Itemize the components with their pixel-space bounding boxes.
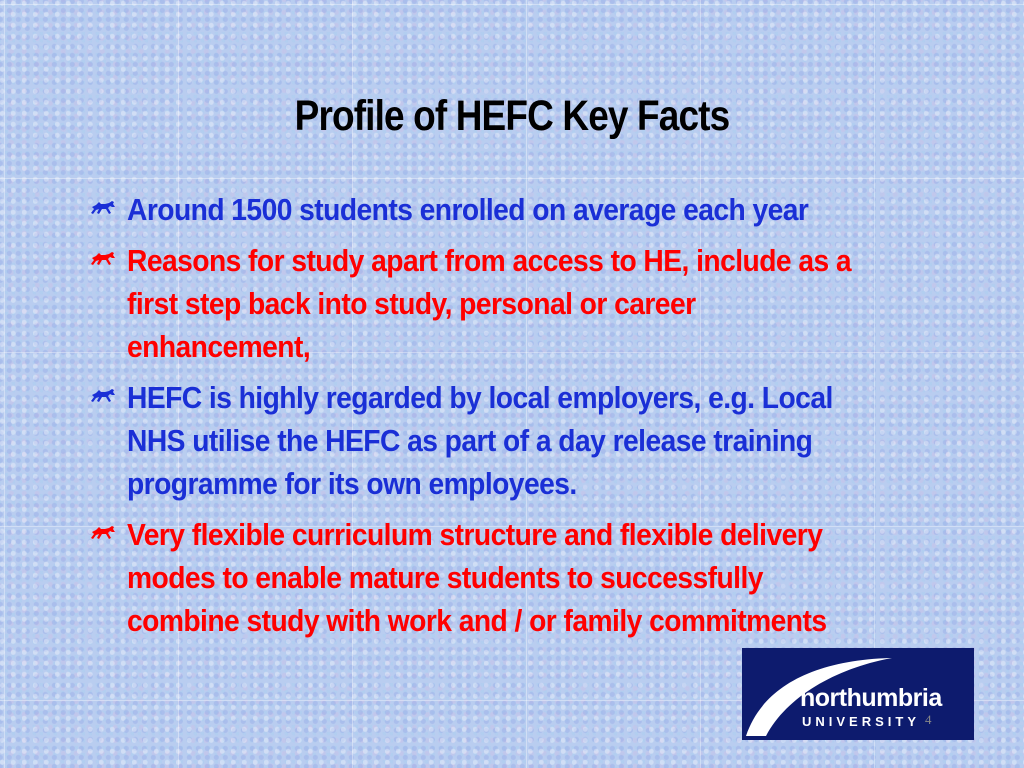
running-horse-icon <box>90 239 127 269</box>
bullet-item <box>90 239 950 368</box>
running-horse-icon <box>90 513 127 543</box>
slide-title: Profile of HEFC Key Facts <box>294 92 730 140</box>
bullet-item <box>90 513 950 642</box>
running-horse-icon <box>90 376 127 406</box>
slide-number: 4 <box>925 712 932 727</box>
bullet-text: Around 1500 students enrolled on average each year <box>127 192 809 227</box>
bullet-text: Reasons for study apart from access to HE, include as a first step back into study, personal or career enhancement, <box>127 243 852 364</box>
running-horse-icon <box>90 188 127 218</box>
bullet-list <box>90 188 950 650</box>
logo-subtitle: UNIVERSITY <box>802 714 921 729</box>
northumbria-logo <box>742 648 974 740</box>
bullet-item <box>90 376 950 505</box>
logo-wordmark: northumbria <box>800 684 942 712</box>
bullet-item <box>90 188 950 231</box>
bullet-text: Very flexible curriculum structure and flexible delivery modes to enable mature students to successfully combine study with work and / or family commitments <box>127 517 827 638</box>
bullet-text: HEFC is highly regarded by local employers, e.g. Local NHS utilise the HEFC as part of a day release training programme for its own employees. <box>127 380 833 501</box>
